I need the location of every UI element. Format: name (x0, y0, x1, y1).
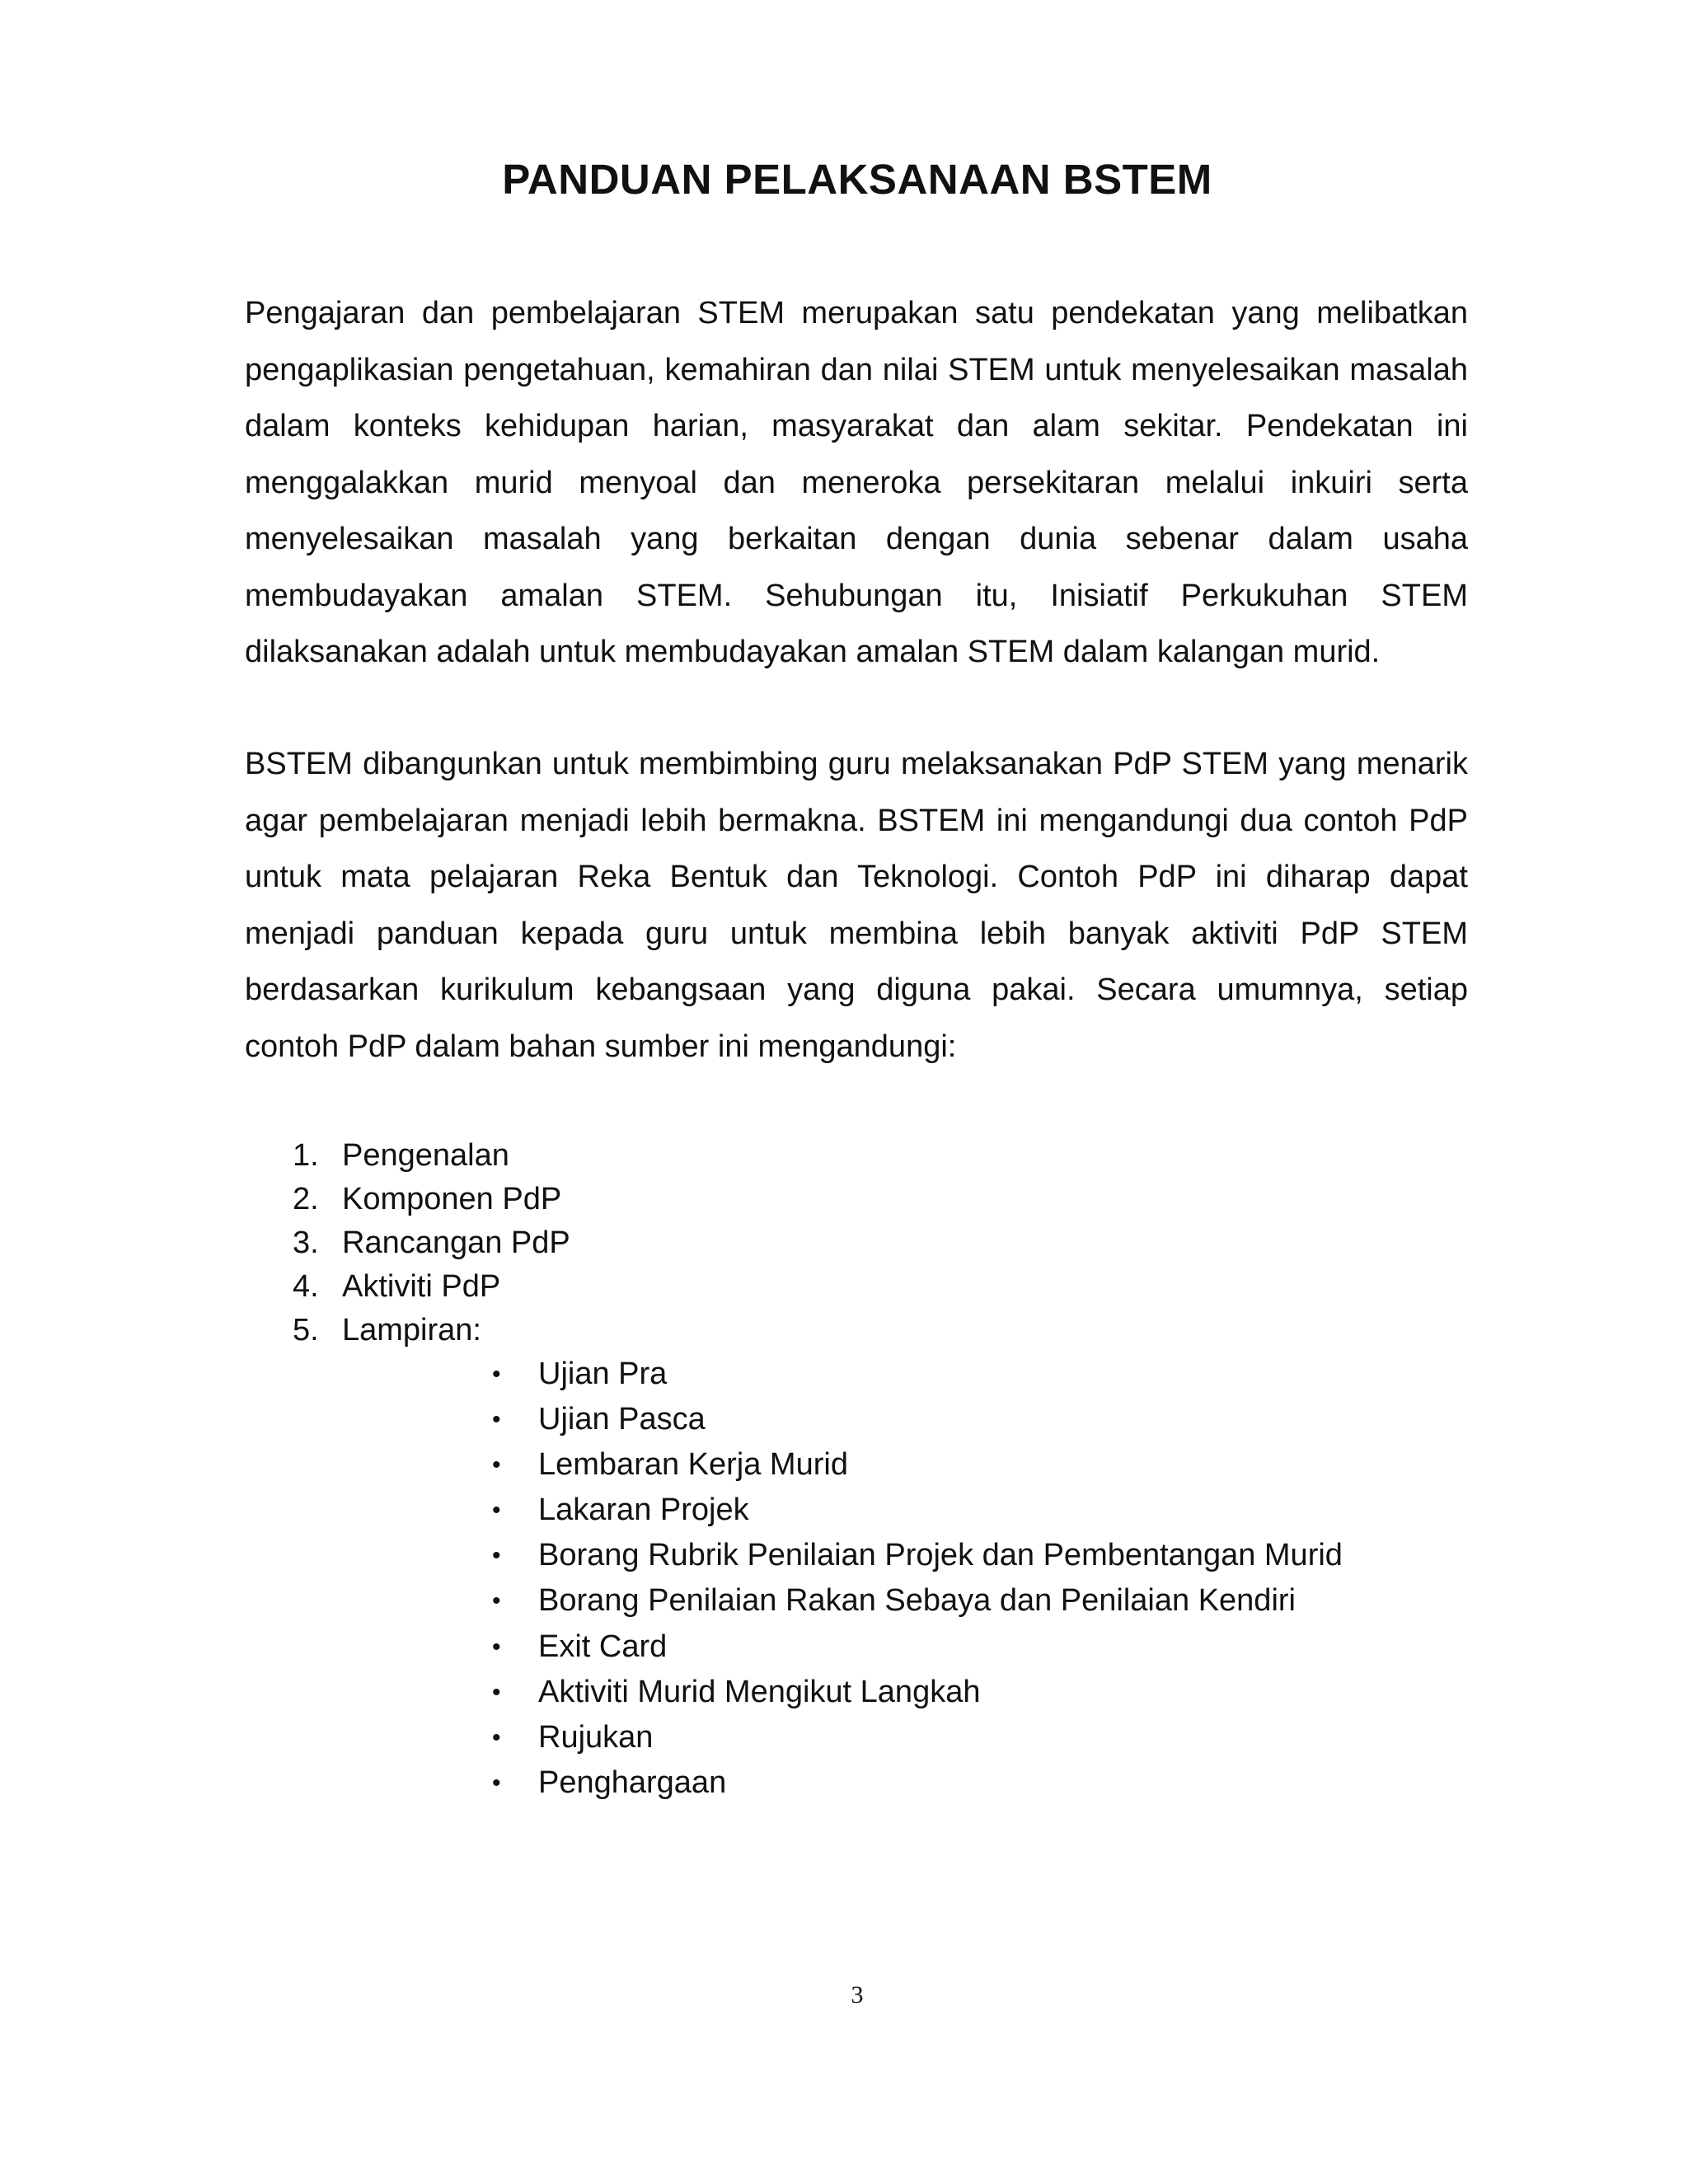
bullet-item (492, 1578, 1343, 1624)
bullet-icon: • (492, 1361, 501, 1388)
bullet-item-text: Penghargaan (538, 1765, 727, 1800)
bullet-item-text: Rujukan (538, 1719, 654, 1755)
bullet-item-text: Exit Card (538, 1629, 668, 1664)
list-item-text: Lampiran: (342, 1313, 481, 1347)
bullet-item (492, 1760, 1343, 1806)
bullet-icon: • (492, 1451, 501, 1479)
page-title: PANDUAN PELAKSANAAN BSTEM (502, 156, 1212, 203)
bullet-item (492, 1397, 1343, 1442)
bullet-item (492, 1533, 1343, 1578)
list-number: 3. (293, 1226, 319, 1260)
list-item (293, 1178, 570, 1221)
bullet-icon: • (492, 1587, 501, 1615)
list-number: 2. (293, 1182, 319, 1216)
bullet-item (492, 1715, 1343, 1760)
list-item (293, 1134, 570, 1178)
page-number: 3 (851, 1981, 864, 2008)
bullet-icon: • (492, 1406, 501, 1434)
list-item-text: Aktiviti PdP (342, 1269, 501, 1304)
bullet-icon: • (492, 1542, 501, 1570)
bullet-item-text: Borang Rubrik Penilaian Projek dan Pembentangan Murid (538, 1538, 1343, 1573)
bullet-item-text: Borang Penilaian Rakan Sebaya dan Penilaian Kendiri (538, 1583, 1296, 1619)
bullet-icon: • (492, 1723, 501, 1751)
bullet-item-text: Lakaran Projek (538, 1493, 749, 1528)
list-number: 5. (293, 1313, 319, 1347)
bullet-item-text: Aktiviti Murid Mengikut Langkah (538, 1674, 981, 1709)
list-item-text: Komponen PdP (342, 1182, 562, 1216)
bullet-icon: • (492, 1678, 501, 1706)
lampiran-bullet-list (492, 1352, 1343, 1806)
list-item-text: Pengenalan (342, 1138, 509, 1173)
bullet-item-text: Ujian Pra (538, 1357, 668, 1391)
list-number: 4. (293, 1269, 319, 1304)
contents-numbered-list (293, 1134, 570, 1352)
bullet-item-text: Ujian Pasca (538, 1402, 706, 1437)
paragraph-intro: Pengajaran dan pembelajaran STEM merupakan satu pendekatan yang melibatkan pengaplikasian pengetahuan, kemahiran dan nilai STEM untuk menyelesaikan masalah dalam konteks kehidupan harian, masyarakat dan alam sekitar. Pendekatan ini menggalakkan murid menyoal dan meneroka persekitaran melalui inkuiri serta menyelesaikan masalah yang berkaitan dengan dunia sebenar dalam usaha membudayakan amalan STEM. Sehubungan itu, Inisiatif Perkukuhan STEM dilaksanakan adalah untuk membudayakan amalan STEM dalam kalangan murid. (245, 296, 1468, 669)
list-item-text: Rancangan PdP (342, 1226, 570, 1260)
bullet-icon: • (492, 1633, 501, 1661)
list-number: 1. (293, 1138, 319, 1173)
list-item (293, 1265, 570, 1309)
bullet-icon: • (492, 1769, 501, 1797)
bullet-item (492, 1442, 1343, 1488)
list-item (293, 1221, 570, 1265)
bullet-icon: • (492, 1497, 501, 1525)
bullet-item (492, 1624, 1343, 1670)
list-item (293, 1309, 570, 1352)
bullet-item (492, 1488, 1343, 1533)
bullet-item (492, 1670, 1343, 1715)
bullet-item (492, 1352, 1343, 1397)
bullet-item-text: Lembaran Kerja Murid (538, 1447, 848, 1483)
paragraph-bstem: BSTEM dibangunkan untuk membimbing guru melaksanakan PdP STEM yang menarik agar pembelajaran menjadi lebih bermakna. BSTEM ini mengandungi dua contoh PdP untuk mata pelajaran Reka Bentuk dan Teknologi. Contoh PdP ini diharap dapat menjadi panduan kepada guru untuk membina lebih banyak aktiviti PdP STEM berdasarkan kurikulum kebangsaan yang diguna pakai. Secara umumnya, setiap contoh PdP dalam bahan sumber ini mengandungi: (245, 747, 1468, 1064)
